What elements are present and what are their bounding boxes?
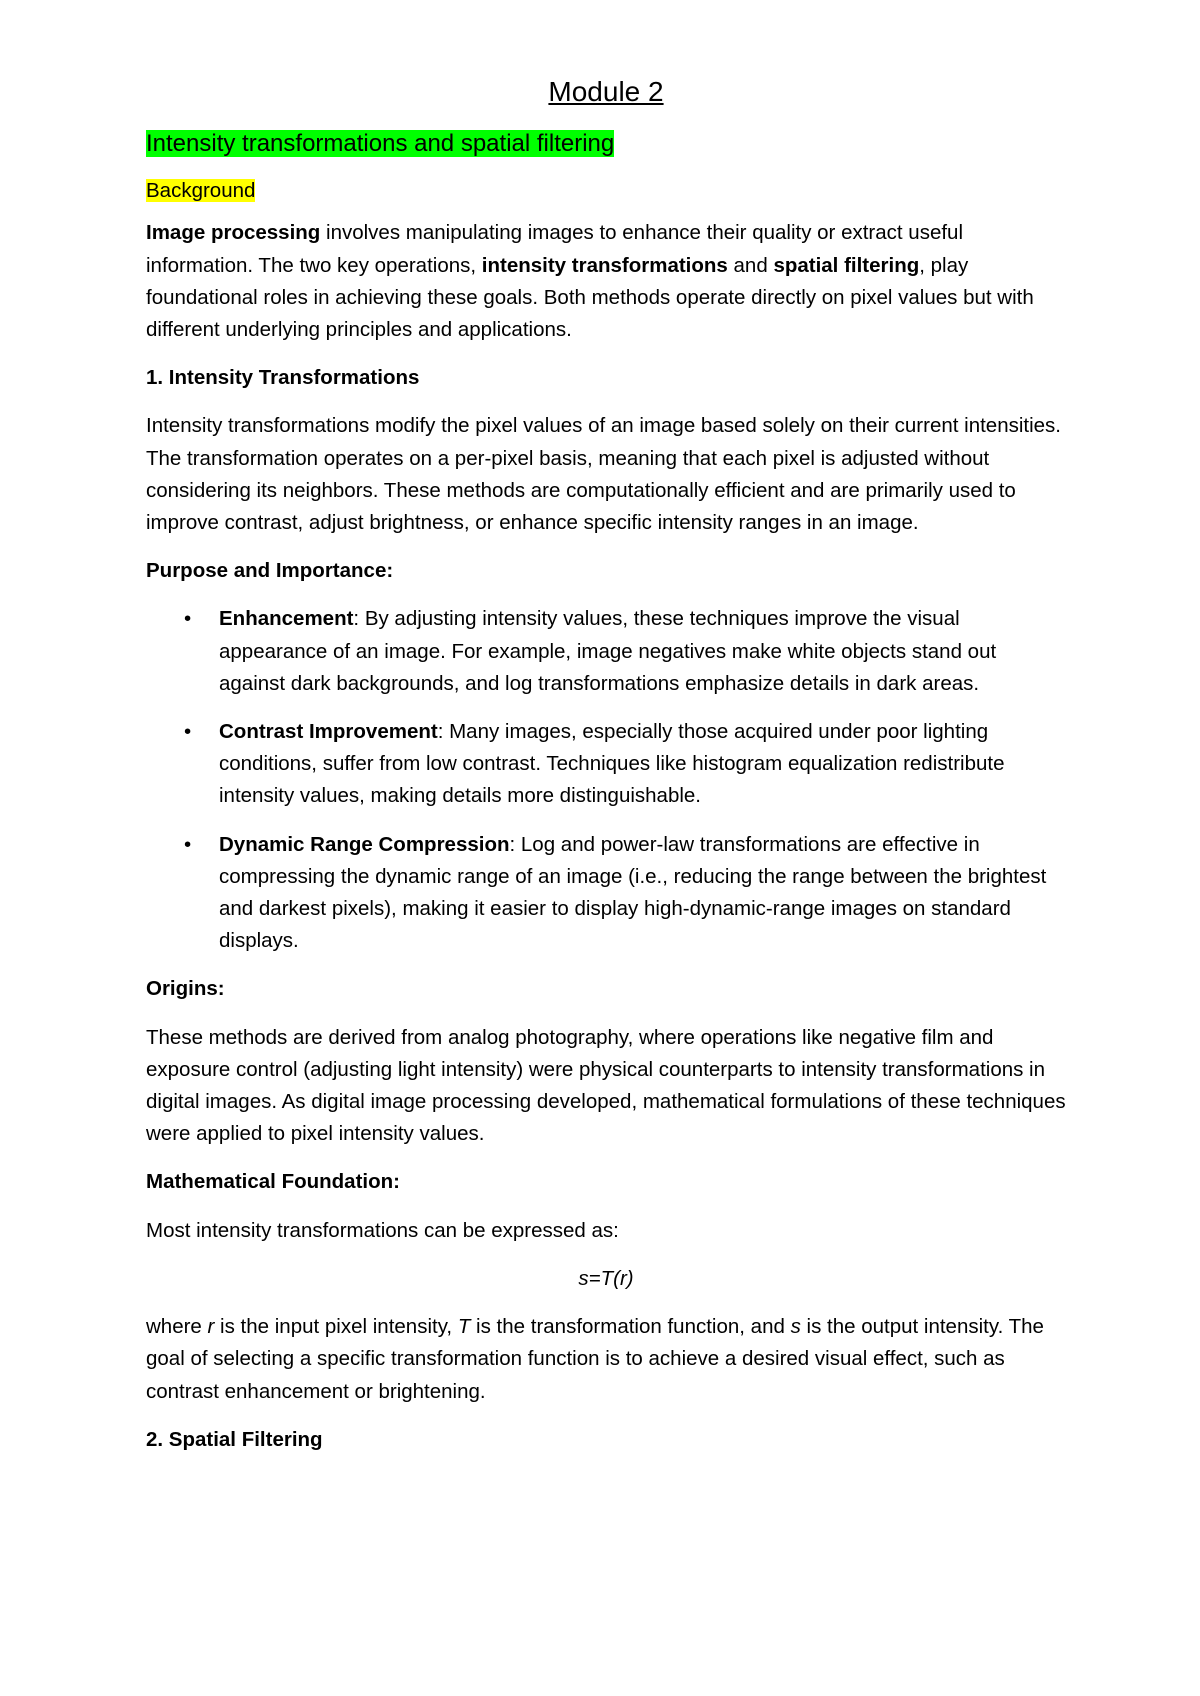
background-label-row <box>146 175 1066 207</box>
section2-heading: 2. Spatial Filtering <box>146 1427 323 1451</box>
var-T: T <box>457 1315 471 1339</box>
list-item <box>146 716 1066 813</box>
var-r: r <box>207 1315 215 1339</box>
section-highlight-title: Intensity transformations and spatial filtering <box>146 130 615 157</box>
where-text-3: is the transformation function, and <box>470 1315 791 1339</box>
formula: s=T(r) <box>578 1266 634 1290</box>
page-title <box>146 72 1066 112</box>
origins-heading: Origins: <box>146 977 225 1001</box>
intro-text-2: and <box>727 253 774 277</box>
background-label: Background <box>146 179 256 203</box>
purpose-heading: Purpose and Importance: <box>146 559 394 583</box>
section-highlight-row <box>146 128 1066 161</box>
math-heading: Mathematical Foundation: <box>146 1170 400 1194</box>
bullet-icon: • <box>184 720 192 744</box>
purpose-bullet-list <box>146 603 1066 957</box>
bullet-term: Enhancement <box>219 607 354 631</box>
bullet-text: : Many images, especially those acquired under poor lighting conditions, suffer from low contrast. Techniques like histogram equalization redistribute intensity values, making details more distinguishable. <box>219 720 1005 808</box>
bullet-text: : By adjusting intensity values, these techniques improve the visual appearance of an image. For example, image negatives make white objects stand out against dark backgrounds, and log transformations emphasize details in dark areas. <box>219 607 997 695</box>
where-text-1: where <box>146 1315 208 1339</box>
bullet-icon: • <box>184 832 192 856</box>
list-item <box>146 829 1066 958</box>
intro-text-3: , play foundational roles in achieving these goals. Both methods operate directly on pixel values but with different underlying principles and applications. <box>146 253 1034 342</box>
where-paragraph <box>146 1311 1066 1408</box>
intro-term-intensity-transformations: intensity transformations <box>481 253 728 277</box>
intro-term-spatial-filtering: spatial filtering <box>773 253 920 277</box>
bullet-icon: • <box>184 607 192 631</box>
document-body <box>146 72 1066 1472</box>
var-s: s <box>790 1315 801 1339</box>
origins-paragraph: These methods are derived from analog photography, where operations like negative film and exposure control (adjusting light intensity) were physical counterparts to intensity transformations in digital images. As digital image processing developed, mathematical formulations of these techniques were applied to pixel intensity values. <box>146 1025 1066 1146</box>
bullet-term: Contrast Improvement <box>219 720 438 744</box>
intro-term-image-processing: Image processing <box>146 221 321 245</box>
bullet-text: : Log and power-law transformations are effective in compressing the dynamic range of an image (i.e., reducing the range between the brightest and darkest pixels), making it easier to display high-dynamic-range images on standard displays. <box>219 832 1047 953</box>
where-text-2: is the input pixel intensity, <box>214 1315 458 1339</box>
list-item <box>146 603 1066 700</box>
section1-heading: 1. Intensity Transformations <box>146 366 420 390</box>
intro-text-1: involves manipulating images to enhance their quality or extract useful information. The two key operations, <box>146 221 963 277</box>
page-title-text: Module 2 <box>548 76 664 107</box>
bullet-term: Dynamic Range Compression <box>219 832 510 856</box>
section1-paragraph: Intensity transformations modify the pixel values of an image based solely on their current intensities. The transformation operates on a per-pixel basis, meaning that each pixel is adjusted without considering its neighbors. These methods are computationally efficient and are primarily used to improve contrast, adjust brightness, or enhance specific intensity ranges in an image. <box>146 414 1061 535</box>
math-intro: Most intensity transformations can be expressed as: <box>146 1218 619 1242</box>
intro-paragraph <box>146 217 1066 346</box>
where-text-4: is the output intensity. The goal of selecting a specific transformation function is to achieve a desired visual effect, such as contrast enhancement or brightening. <box>146 1315 1044 1403</box>
